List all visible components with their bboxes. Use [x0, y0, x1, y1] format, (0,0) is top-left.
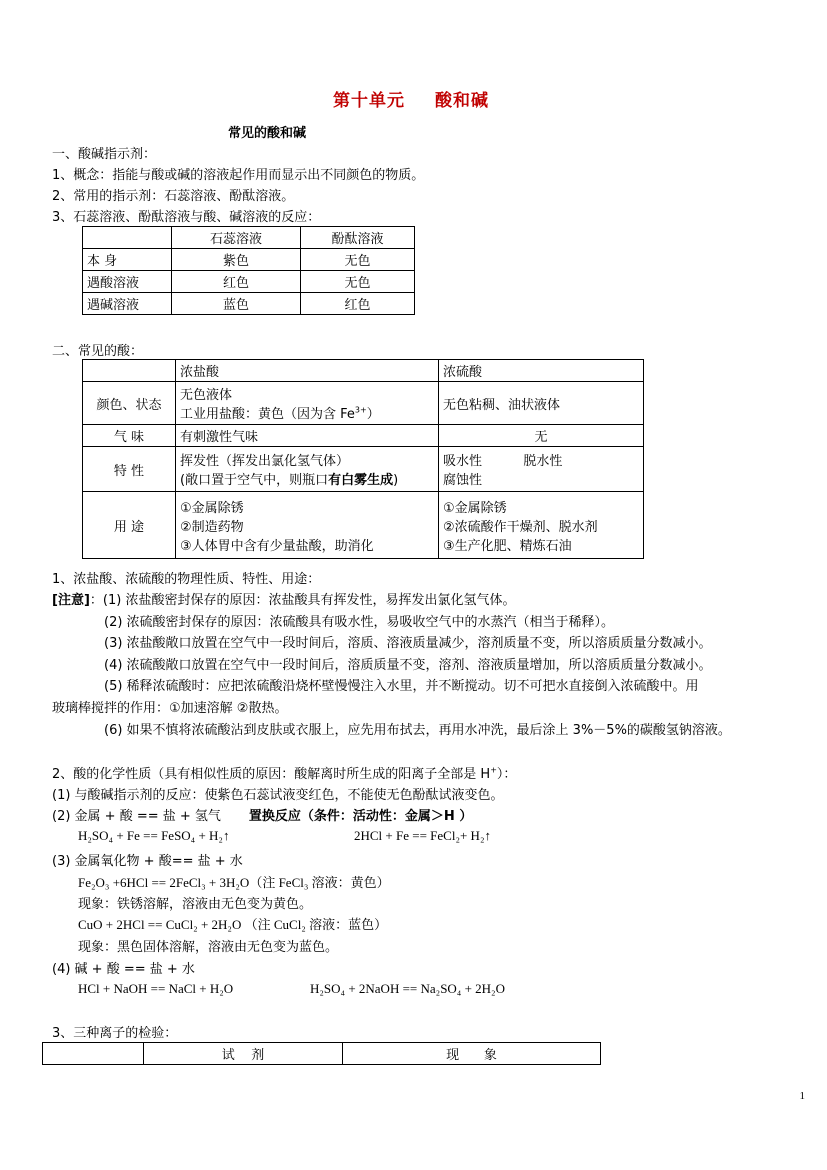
note-5b: 玻璃棒搅拌的作用：①加速溶解 ②散热。	[52, 701, 288, 716]
chem-2-bold: 置换反应（条件：活动性：金属＞H ）	[248, 809, 473, 824]
notes-heading: 1、浓盐酸、浓硫酸的物理性质、特性、用途：	[52, 572, 321, 587]
note-3: (3) 浓盐酸敞口放置在空气中一段时间后，溶质、溶液质量减少，溶剂质量不变，所以溶质质量分数减小。	[104, 636, 712, 651]
equation-4: CuO + 2HCl == CuCl₂ + 2H₂O （注 CuCl₂ 溶液：蓝色）	[78, 917, 388, 932]
table-row	[83, 249, 415, 271]
table-header: 浓盐酸	[176, 360, 439, 382]
title-unit: 第十单元	[333, 91, 405, 111]
table-cell	[83, 227, 172, 249]
chem-2-text: (2) 金属 + 酸 == 盐 + 氢气	[52, 809, 221, 824]
section1-line2: 2、常用的指示剂：石蕊溶液、酚酞溶液。	[52, 189, 295, 204]
table-header: 现 象	[343, 1043, 601, 1065]
table-row	[83, 447, 644, 492]
table-cell	[83, 360, 176, 382]
table-header: 石蕊溶液	[172, 227, 301, 249]
title-topic: 酸和碱	[435, 91, 489, 111]
table-cell	[43, 1043, 144, 1065]
cell-line	[180, 469, 434, 488]
note-5a: (5) 稀释浓硫酸时：应把浓硫酸沿烧杯壁慢慢注入水里，并不断搅动。切不可把水直接倒入浓硫酸中。用	[104, 679, 699, 694]
table-cell: 无色粘稠、油状液体	[439, 382, 644, 425]
equation-2: 2HCl + Fe == FeCl₂+ H₂↑	[354, 828, 491, 843]
section1-line1: 1、概念：指能与酸或碱的溶液起作用而显示出不同颜色的物质。	[52, 168, 425, 183]
cell-text: )	[393, 473, 399, 488]
section2-heading: 二、常见的酸：	[52, 344, 144, 359]
equation-1: H₂SO₄ + Fe == FeSO₄ + H₂↑	[78, 828, 230, 843]
note-2: (2) 浓硫酸密封保存的原因：浓硫酸具有吸水性，易吸收空气中的水蒸汽（相当于稀释）。	[104, 615, 615, 630]
indicator-table	[82, 226, 415, 315]
table-cell	[176, 447, 439, 492]
table-cell: 有刺激性气味	[176, 425, 439, 447]
table-cell	[439, 447, 644, 492]
table-cell	[439, 492, 644, 559]
cell-line: 腐蚀性	[443, 473, 483, 488]
superscript: 3+	[354, 405, 367, 415]
note-1	[52, 589, 515, 608]
table-header: 酚酞溶液	[301, 227, 415, 249]
chem-2	[52, 805, 472, 824]
table-cell: 紫色	[172, 249, 301, 271]
table-header: 浓硫酸	[439, 360, 644, 382]
cell-line: ①金属除锈	[180, 500, 244, 516]
table-header: 试 剂	[144, 1043, 343, 1065]
section1-heading: 一、酸碱指示剂：	[52, 147, 157, 162]
note-6: (6) 如果不慎将浓硫酸沾到皮肤或衣服上，应先用布拭去，再用水冲洗，最后涂上 3%－5%的碳酸氢钠溶液。	[104, 723, 731, 738]
subtitle: 常见的酸和碱	[228, 126, 307, 141]
superscript: +	[490, 765, 497, 775]
chem-4: (4) 碱 + 酸 == 盐 + 水	[52, 962, 195, 977]
page-title	[333, 86, 489, 111]
cell-line: 挥发性（挥发出氯化氢气体）	[180, 454, 350, 469]
table-row	[83, 382, 644, 425]
chem-heading-text: 2、酸的化学性质（具有相似性质的原因：酸解离时所生成的阳离子全部是 H	[52, 767, 491, 782]
table-row	[83, 227, 415, 249]
chem-heading	[52, 763, 516, 782]
chem-3: (3) 金属氧化物 + 酸== 盐 + 水	[52, 854, 243, 869]
note-4: (4) 浓硫酸敞口放置在空气中一段时间后，溶质质量不变，溶剂、溶液质量增加，所以溶质质量分数减小。	[104, 658, 712, 673]
cell-text: (敞口置于空气中，则瓶口	[180, 473, 329, 488]
equation-6: H₂SO₄ + 2NaOH == Na₂SO₄ + 2H₂O	[310, 981, 505, 996]
table-cell: 颜色、状态	[83, 382, 176, 425]
table-cell: 无色	[301, 271, 415, 293]
cell-line: ③生产化肥、精炼石油	[443, 538, 572, 554]
table-row	[83, 425, 644, 447]
table-cell: 特 性	[83, 447, 176, 492]
cell-text: ）	[366, 407, 380, 422]
table-row	[83, 492, 644, 559]
table-cell: 本 身	[83, 249, 172, 271]
phenomenon-2: 现象：黑色固体溶解，溶液由无色变为蓝色。	[78, 940, 339, 955]
cell-line: 无色液体	[180, 388, 233, 403]
table-cell	[176, 492, 439, 559]
table-cell: 遇酸溶液	[83, 271, 172, 293]
cell-line: ①金属除锈	[443, 500, 507, 516]
table-cell: 红色	[172, 271, 301, 293]
table-cell	[176, 382, 439, 425]
table-row	[43, 1043, 601, 1065]
acids-table	[82, 359, 644, 559]
section1-line3: 3、石蕊溶液、酚酞溶液与酸、碱溶液的反应：	[52, 210, 321, 225]
bold-text: 有白雾生成	[328, 473, 394, 488]
table-cell: 无色	[301, 249, 415, 271]
cell-line	[180, 403, 434, 422]
chem-1: (1) 与酸碱指示剂的反应：使紫色石蕊试液变红色，不能使无色酚酞试液变色。	[52, 788, 504, 803]
cell-line: ②制造药物	[180, 519, 244, 535]
chem-heading-end: ）：	[496, 767, 517, 782]
page-number: 1	[799, 1090, 805, 1102]
section3-heading: 3、三种离子的检验：	[52, 1026, 178, 1041]
table-cell: 用 途	[83, 492, 176, 559]
table-row	[83, 293, 415, 315]
cell-line: ②浓硫酸作干燥剂、脱水剂	[443, 519, 598, 535]
equation-3: Fe₂O₃ +6HCl == 2FeCl₃ + 3H₂O（注 FeCl₃ 溶液：黄色）	[78, 875, 390, 890]
cell-line: ③人体胃中含有少量盐酸，助消化	[180, 538, 374, 554]
ion-test-table	[42, 1042, 601, 1065]
table-cell: 遇碱溶液	[83, 293, 172, 315]
table-cell: 无	[439, 425, 644, 447]
table-row	[83, 360, 644, 382]
table-cell: 红色	[301, 293, 415, 315]
cell-line: 吸水性 脱水性	[443, 454, 563, 469]
table-row	[83, 271, 415, 293]
table-cell: 蓝色	[172, 293, 301, 315]
note-tag: [注意]	[52, 593, 90, 608]
equation-5: HCl + NaOH == NaCl + H₂O	[78, 981, 234, 996]
note-text: ：(1) 浓盐酸密封保存的原因：浓盐酸具有挥发性，易挥发出氯化氢气体。	[89, 593, 516, 608]
cell-text: 工业用盐酸：黄色（因为含 Fe	[180, 407, 355, 422]
table-cell: 气 味	[83, 425, 176, 447]
phenomenon-1: 现象：铁锈溶解，溶液由无色变为黄色。	[78, 897, 313, 912]
